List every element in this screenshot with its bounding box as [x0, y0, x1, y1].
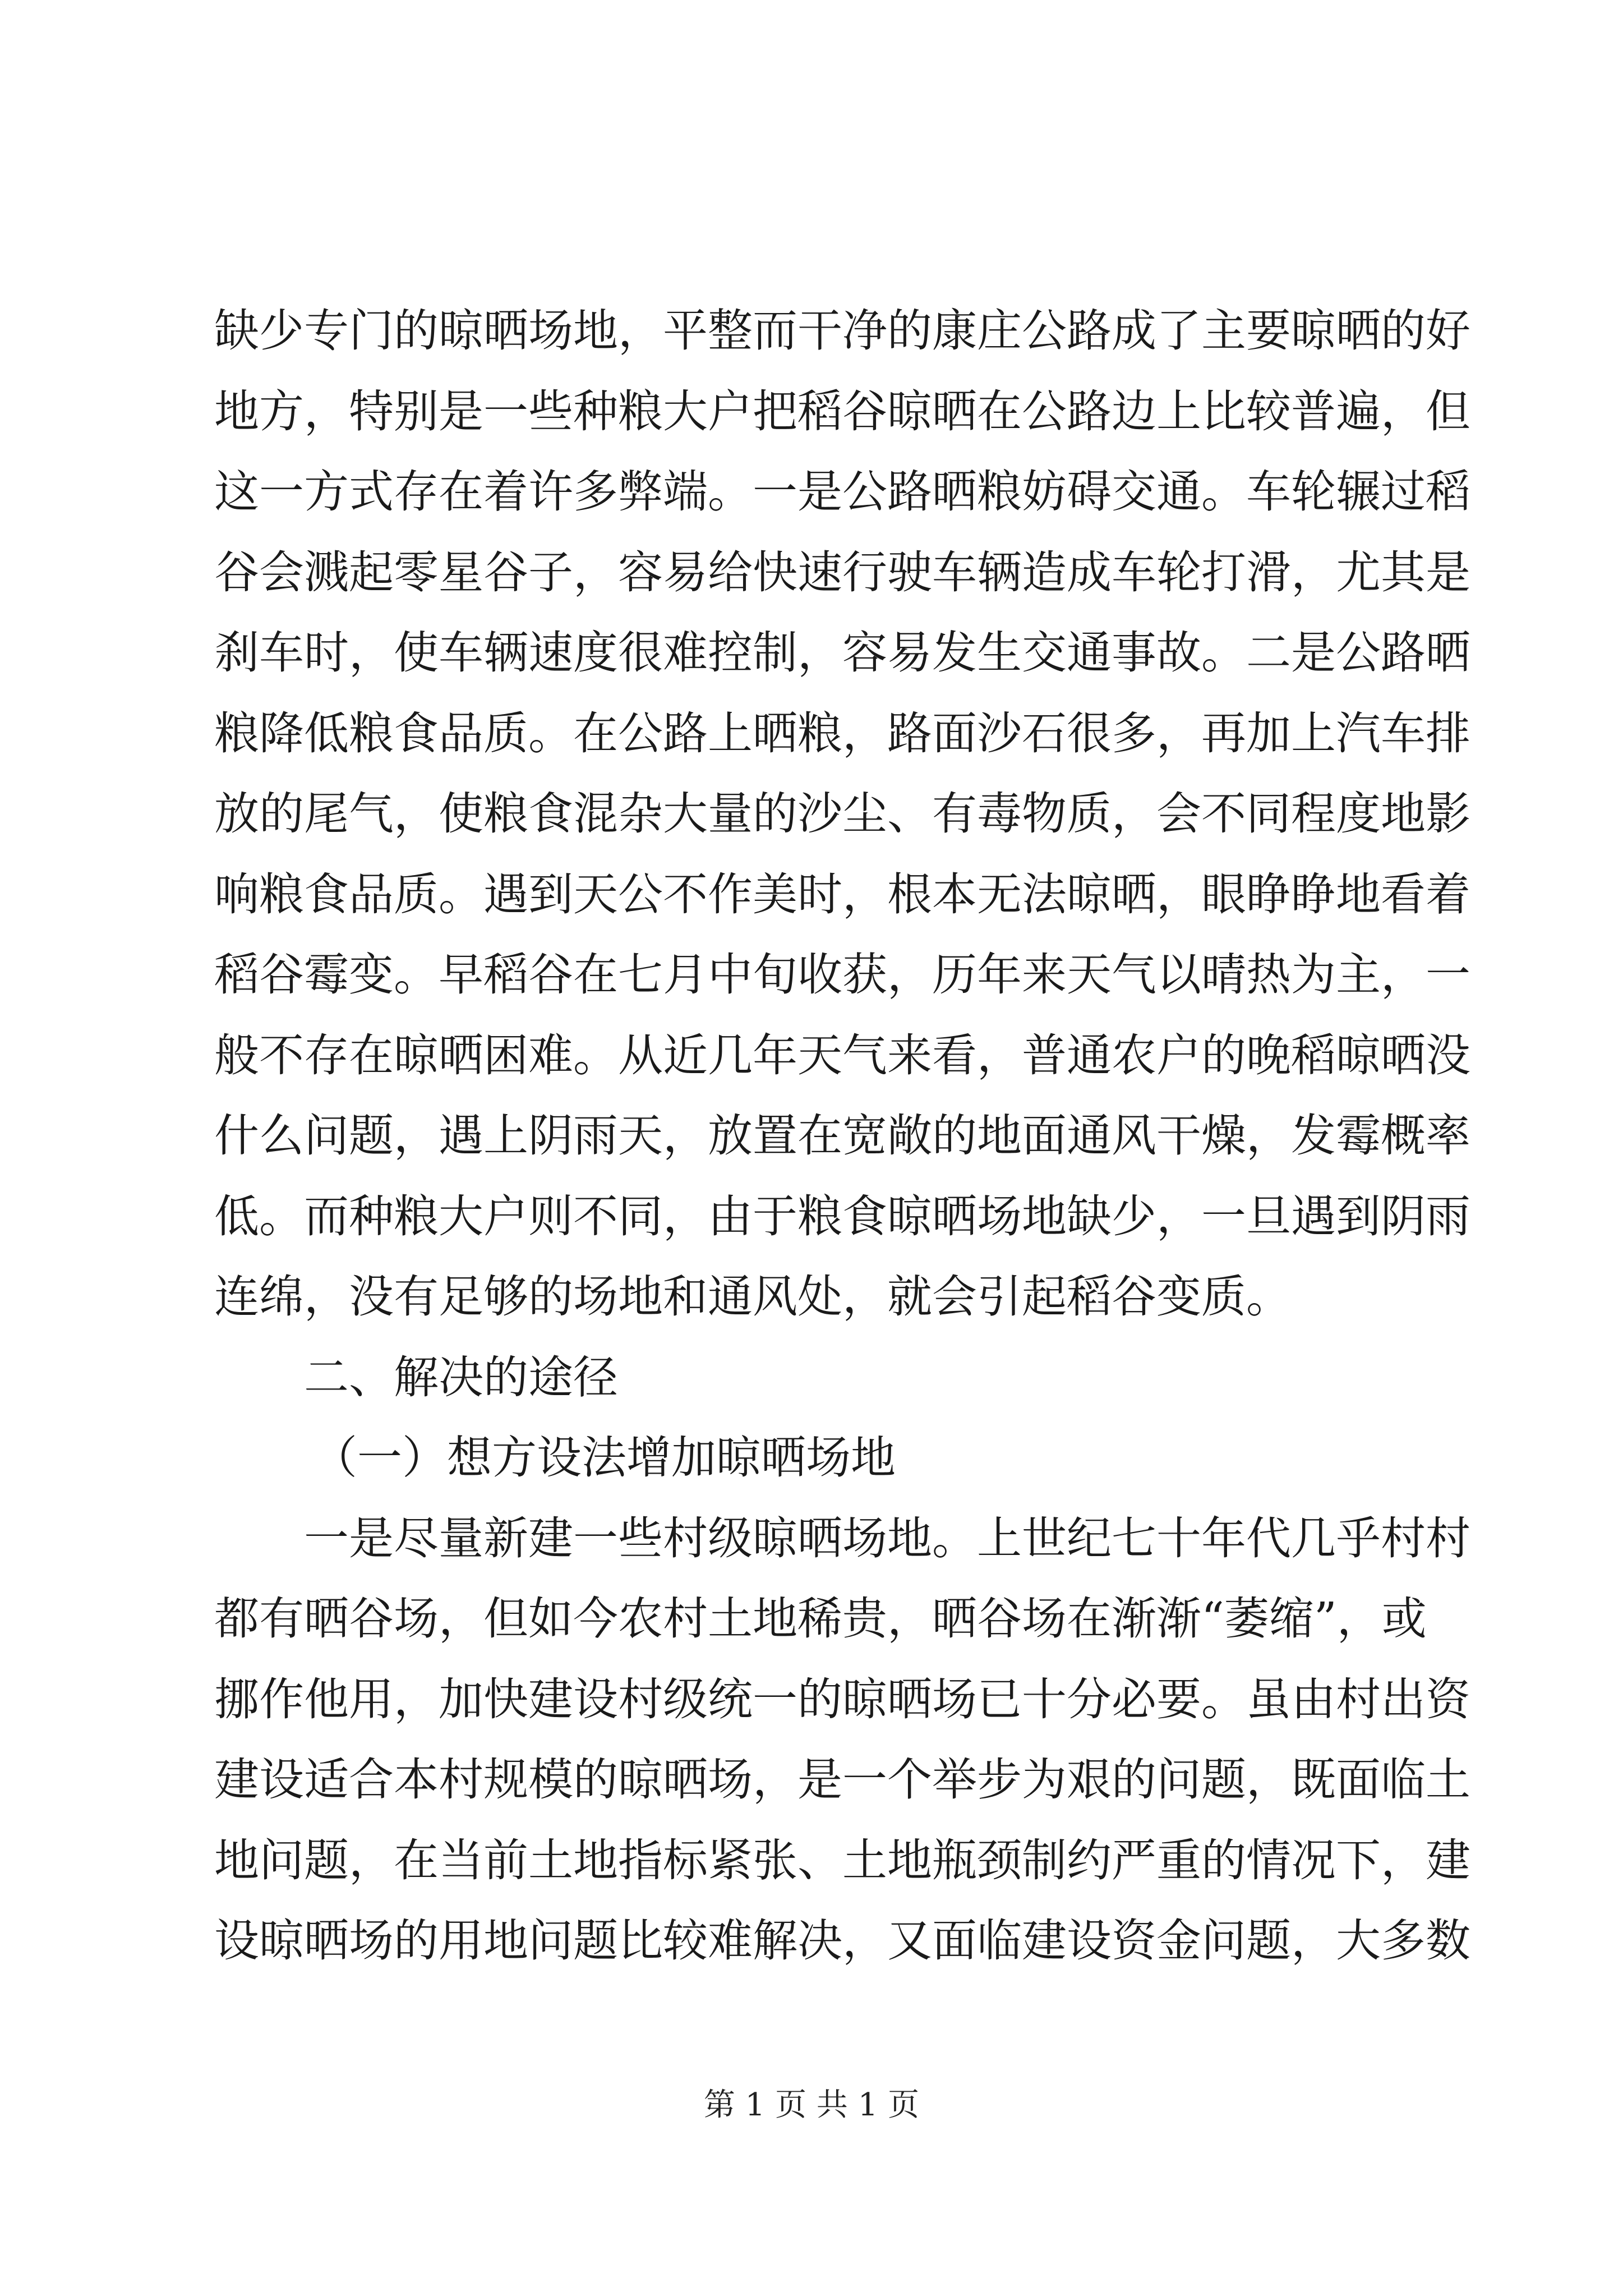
page-footer: 第 1 页 共 1 页	[703, 2087, 920, 2123]
text-line: 一是尽量新建一些村级晾晒场地。上世纪七十年代几乎村村	[304, 1512, 1470, 1565]
text-line: 设晾晒场的用地问题比较难解决，又面临建设资金问题，大多数	[214, 1915, 1470, 1967]
text-line: 缺少专门的晾晒场地，平整而干净的康庄公路成了主要晾晒的好	[214, 305, 1470, 357]
text-line: 低。而种粮大户则不同，由于粮食晾晒场地缺少，一旦遇到阴雨	[214, 1190, 1470, 1243]
text-line: 稻谷霉变。早稻谷在七月中旬收获，历年来天气以晴热为主，一	[214, 949, 1470, 1001]
text-line: 都有晒谷场，但如今农村土地稀贵，晒谷场在渐渐“萎缩”，或	[214, 1593, 1427, 1645]
text-line: 谷会溅起零星谷子，容易给快速行驶车辆造成车轮打滑，尤其是	[214, 546, 1470, 599]
text-line: 放的尾气，使粮食混杂大量的沙尘、有毒物质，会不同程度地影	[214, 788, 1470, 840]
document-body	[214, 291, 1470, 1981]
text-line: 建设适合本村规模的晾晒场，是一个举步为艰的问题，既面临土	[214, 1754, 1470, 1806]
text-line: 连绵，没有足够的场地和通风处，就会引起稻谷变质。	[214, 1271, 1291, 1323]
text-line: 什么问题，遇上阴雨天，放置在宽敞的地面通风干燥，发霉概率	[214, 1110, 1470, 1162]
subsection-heading: （一）想方设法增加晾晒场地	[312, 1432, 896, 1484]
text-line: 地问题，在当前土地指标紧张、土地瓶颈制约严重的情况下，建	[214, 1834, 1470, 1887]
text-line: 地方，特别是一些种粮大户把稻谷晾晒在公路边上比较普遍，但	[214, 385, 1470, 438]
section-heading: 二、解决的途径	[304, 1351, 618, 1404]
text-line: 响粮食品质。遇到天公不作美时，根本无法晾晒，眼睁睁地看着	[214, 868, 1470, 921]
text-line: 般不存在晾晒困难。从近几年天气来看，普通农户的晚稻晾晒没	[214, 1029, 1470, 1082]
text-line: 这一方式存在着许多弊端。一是公路晒粮妨碍交通。车轮辗过稻	[214, 466, 1470, 518]
text-line: 刹车时，使车辆速度很难控制，容易发生交通事故。二是公路晒	[214, 627, 1470, 679]
text-line: 挪作他用，加快建设村级统一的晾晒场已十分必要。虽由村出资	[214, 1673, 1470, 1726]
text-line: 粮降低粮食品质。在公路上晒粮，路面沙石很多，再加上汽车排	[214, 707, 1470, 760]
